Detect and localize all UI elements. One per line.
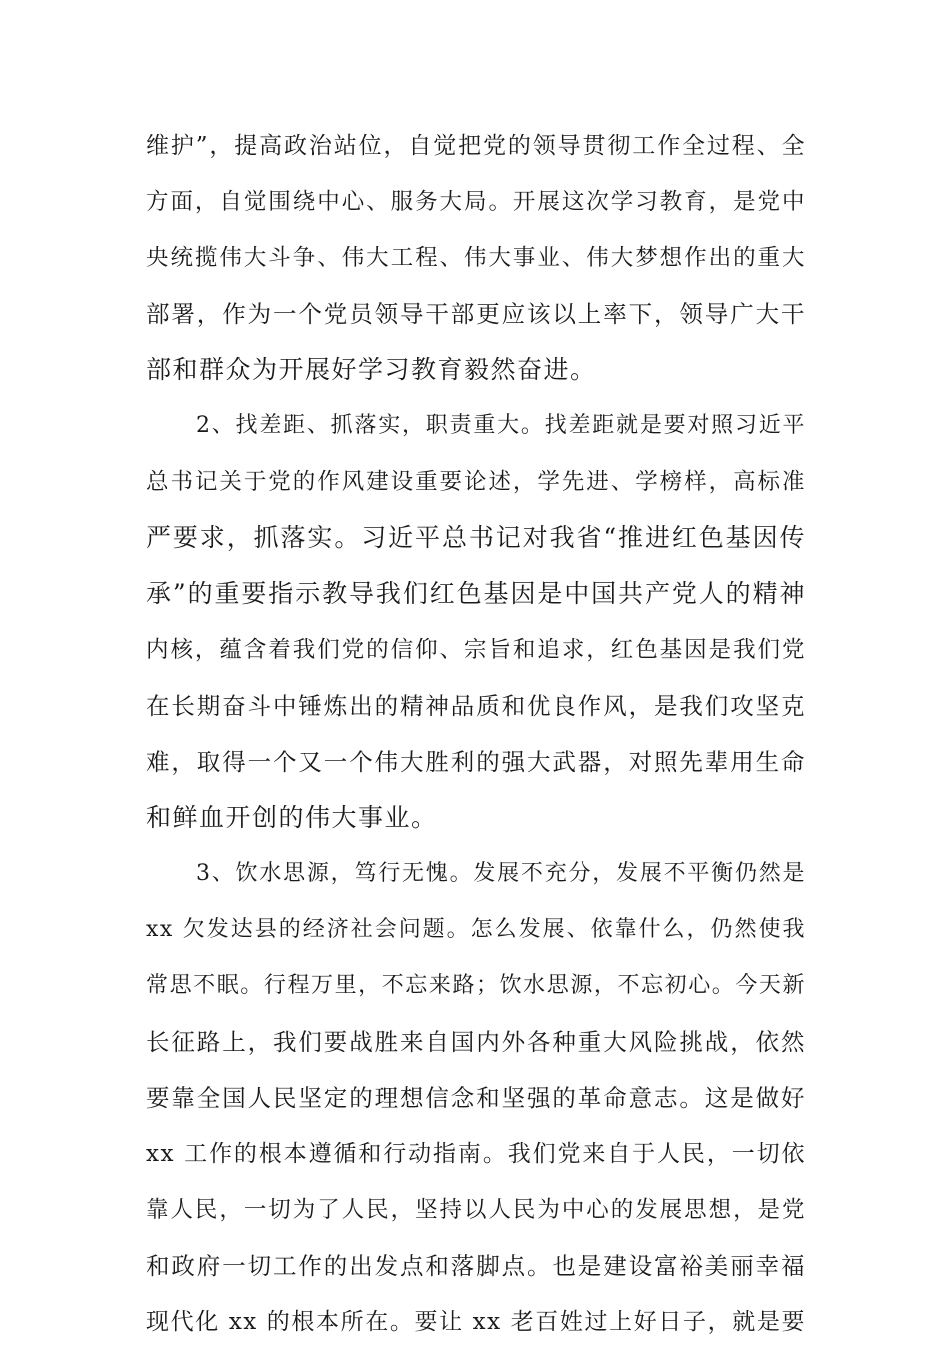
text-line: 在长期奋斗中锤炼出的精神品质和优良作风，是我们攻坚克	[146, 692, 806, 720]
text-line: 总书记关于党的作风建设重要论述，学先进、学榜样，高标准	[146, 469, 806, 495]
text-line: 要靠全国人民坚定的理想信念和坚强的革命意志。这是做好	[146, 1084, 806, 1112]
text-line: 现代化 xx 的根本所在。要让 xx 老百姓过上好日子，就是要	[146, 1309, 806, 1335]
text-line: 承”的重要指示教导我们红色基因是中国共产党人的精神	[146, 579, 806, 608]
text-line: 和鲜血开创的伟大事业。	[146, 803, 438, 832]
text-line: 维护”，提高政治站位，自觉把党的领导贯彻工作全过程、全	[146, 133, 806, 159]
text-line: 部和群众为开展好学习教育毅然奋进。	[146, 355, 597, 384]
text-line: 部署，作为一个党员领导干部更应该以上率下，领导广大干	[146, 300, 806, 328]
text-line: 3、饮水思源，笃行无愧。发展不充分，发展不平衡仍然是	[196, 861, 806, 886]
text-line: 难，取得一个又一个伟大胜利的强大武器，对照先辈用生命	[146, 748, 806, 776]
text-line: 和政府一切工作的出发点和落脚点。也是建设富裕美丽幸福	[146, 1252, 806, 1280]
body-text	[146, 118, 806, 1350]
text-line: xx 工作的根本遵循和行动指南。我们党来自于人民，一切依	[146, 1141, 806, 1167]
text-line: 长征路上，我们要战胜来自国内外各种重大风险挑战，依然	[146, 1028, 806, 1056]
text-line: 2、找差距、抓落实，职责重大。找差距就是要对照习近平	[196, 413, 806, 438]
text-line: 央统揽伟大斗争、伟大工程、伟大事业、伟大梦想作出的重大	[146, 245, 806, 271]
text-line: 靠人民，一切为了人民，坚持以人民为中心的发展思想，是党	[146, 1197, 806, 1223]
text-line: 内核，蕴含着我们党的信仰、宗旨和追求，红色基因是我们党	[146, 637, 806, 663]
text-line: 方面，自觉围绕中心、服务大局。开展这次学习教育，是党中	[146, 189, 806, 215]
text-line: 严要求，抓落实。习近平总书记对我省“推进红色基因传	[146, 523, 806, 552]
text-line: 常思不眠。行程万里，不忘来路；饮水思源，不忘初心。今天新	[146, 973, 806, 998]
text-line: xx 欠发达县的经济社会问题。怎么发展、依靠什么，仍然使我	[146, 917, 806, 942]
